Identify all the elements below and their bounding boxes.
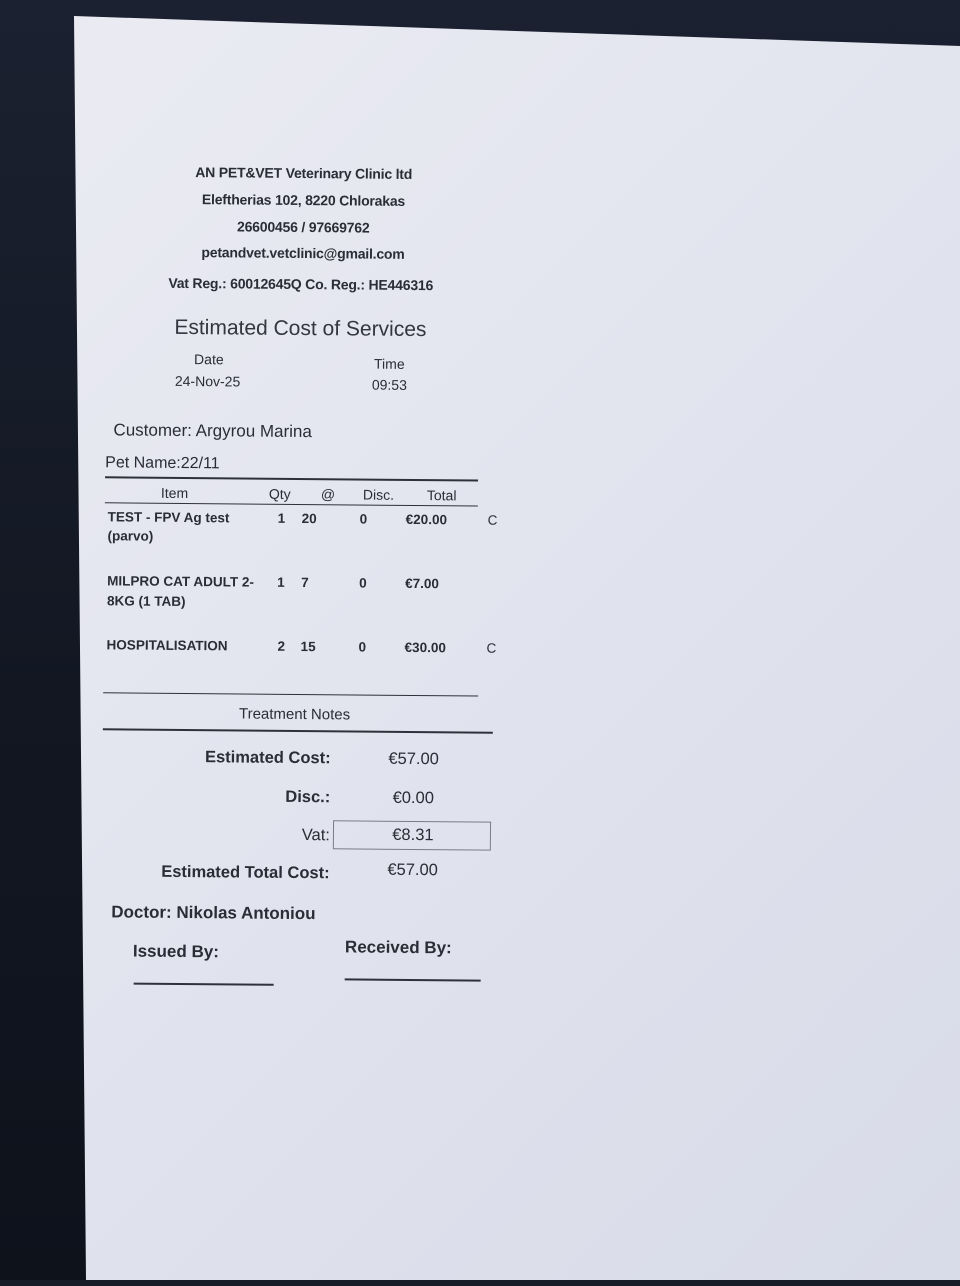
- pet-name-line: Pet Name:22/11: [105, 454, 220, 473]
- row1-disc: 0: [359, 511, 368, 527]
- rule-header: [105, 502, 478, 506]
- row2-item-cont: 8KG (1 TAB): [106, 593, 186, 610]
- customer-line: Customer: Argyrou Marina: [113, 420, 312, 442]
- row2-disc: 0: [359, 575, 367, 591]
- disc-value: €0.00: [392, 788, 434, 808]
- disc-label: Disc.:: [285, 787, 331, 807]
- date-label: Date: [194, 351, 224, 368]
- doctor-line: Doctor: Nikolas Antoniou: [111, 902, 316, 924]
- header-disc: Disc.: [362, 486, 395, 503]
- time-label: Time: [373, 355, 405, 372]
- header-total: Total: [426, 487, 457, 504]
- row1-price: 20: [301, 511, 317, 527]
- row1-total: €20.00: [405, 511, 448, 528]
- row2-total: €7.00: [405, 575, 440, 592]
- received-by-signature-line: [345, 978, 481, 981]
- clinic-registration: Vat Reg.: 60012645Q Co. Reg.: HE446316: [168, 274, 434, 294]
- row2-price: 7: [301, 575, 309, 591]
- estimated-cost-value: €57.00: [388, 749, 439, 769]
- row1-item-cont: (parvo): [107, 528, 154, 544]
- header-item: Item: [160, 484, 189, 502]
- row3-price: 15: [300, 639, 316, 655]
- row3-disc: 0: [358, 639, 367, 655]
- header-price: @: [320, 486, 336, 503]
- received-by-label: Received By:: [344, 937, 452, 958]
- estimated-cost-label: Estimated Cost:: [204, 748, 331, 768]
- date-value: 24-Nov-25: [174, 372, 241, 390]
- clinic-phones: 26600456 / 97669762: [236, 218, 370, 236]
- header-qty: Qty: [268, 485, 291, 502]
- time-value: 09:53: [371, 376, 407, 393]
- treatment-notes-label: Treatment Notes: [238, 705, 351, 724]
- clinic-address: Eleftherias 102, 8220 Chlorakas: [201, 191, 406, 209]
- rule-notes: [103, 728, 493, 733]
- row3-item: HOSPITALISATION: [106, 637, 228, 654]
- estimated-total-label: Estimated Total Cost:: [161, 862, 330, 883]
- issued-by-signature-line: [134, 983, 274, 986]
- row3-qty: 2: [277, 638, 286, 654]
- estimated-total-value: €57.00: [387, 860, 438, 880]
- row2-qty: 1: [277, 574, 285, 590]
- rule-top: [105, 476, 478, 481]
- vat-label: Vat:: [301, 826, 331, 845]
- clinic-email: petandvet.vetclinic@gmail.com: [201, 244, 405, 262]
- row1-qty: 1: [277, 510, 286, 526]
- row3-total: €30.00: [404, 639, 446, 656]
- row1-flag: C: [487, 512, 498, 528]
- issued-by-label: Issued By:: [132, 941, 219, 962]
- clinic-name: AN PET&VET Veterinary Clinic ltd: [195, 164, 413, 182]
- row1-item: TEST - FPV Ag test: [107, 509, 230, 526]
- document-title: Estimated Cost of Services: [174, 315, 427, 342]
- rule-items-end: [103, 692, 478, 696]
- row2-item: MILPRO CAT ADULT 2-: [107, 573, 254, 590]
- vat-value: €8.31: [392, 825, 434, 845]
- row3-flag: C: [486, 640, 497, 656]
